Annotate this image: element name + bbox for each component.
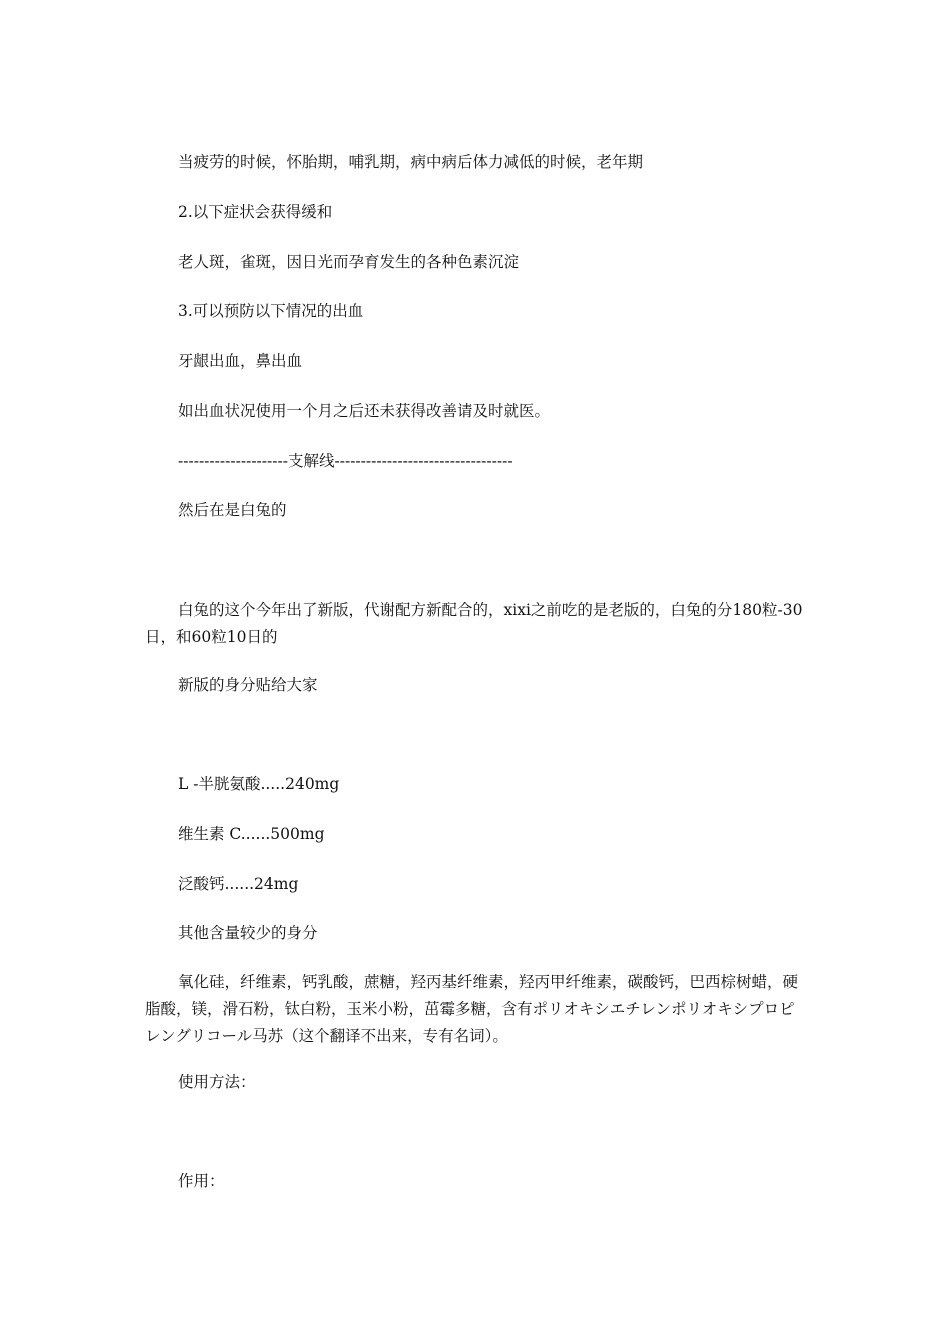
- ingredient-calcium-pantothenate: 泛酸钙......24mg: [178, 875, 299, 893]
- paragraph-bleeding-types: 牙龈出血，鼻出血: [178, 352, 303, 370]
- paragraph-see-doctor: 如出血状况使用一个月之后还未获得改善请及时就医。: [178, 402, 551, 420]
- paragraph-ingredients-intro: 新版的身分贴给大家: [178, 676, 318, 694]
- paragraph-bleeding-heading: 3.可以预防以下情况的出血: [178, 302, 364, 320]
- paragraph-fatigue-periods: 当疲劳的时候，怀胎期，哺乳期，病中病后体力减低的时候，老年期: [178, 153, 644, 171]
- paragraph-excipients: 氧化硅，纤维素，钙乳酸，蔗糖，羟丙基纤维素，羟丙甲纤维素，碳酸钙，巴西棕树蜡，硬脂酸，镁，滑石粉，钛白粉，玉米小粉，茁霉多糖，含有ポリオキシエチレンポリオキシプロピレングリコール马苏（这个翻译不出来，专有名词）。: [145, 973, 799, 1045]
- paragraph-white-rabbit-intro: 然后在是白兔的: [178, 501, 287, 519]
- ingredient-vitamin-c: 维生素 C......500mg: [178, 825, 325, 843]
- paragraph-minor-ingredients: 其他含量较少的身分: [178, 924, 318, 942]
- paragraph-spots: 老人斑，雀斑，因日光而孕育发生的各种色素沉淀: [178, 253, 520, 271]
- paragraph-new-version: 白兔的这个今年出了新版，代谢配方新配合的，xixi之前吃的是老版的，白兔的分180粒-30日，和60粒10日的: [145, 601, 803, 646]
- ingredient-cysteine: L -半胱氨酸.....240mg: [178, 775, 340, 793]
- paragraph-symptoms-heading: 2.以下症状会获得缓和: [178, 203, 333, 221]
- divider-line: ---------------------支解线----------------------------------: [178, 452, 513, 470]
- heading-usage: 使用方法：: [178, 1073, 256, 1091]
- heading-effects: 作用：: [178, 1172, 225, 1190]
